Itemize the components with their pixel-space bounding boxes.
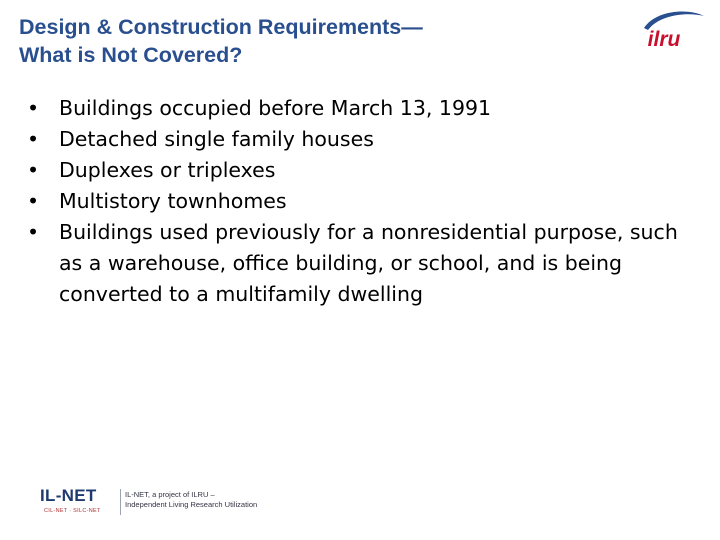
list-item (27, 186, 697, 217)
logo-text: ilru (647, 28, 681, 50)
bullet-text: Buildings occupied before March 13, 1991 (59, 96, 492, 120)
footer-text (125, 490, 257, 510)
bullet-text: Multistory townhomes (59, 189, 287, 213)
title-line-2: What is Not Covered? (19, 43, 243, 67)
slide-title (19, 13, 579, 69)
bullet-dot: • (27, 189, 40, 213)
title-line-1: Design & Construction Requirements— (19, 15, 423, 39)
ilru-logo (636, 6, 710, 50)
bullet-text: Detached single family houses (59, 127, 374, 151)
footer-line-2: Independent Living Research Utilization (125, 500, 258, 509)
footer-mark: IL-NET (40, 486, 97, 505)
bullet-dot: • (27, 158, 40, 182)
bullet-dot: • (27, 127, 40, 151)
list-item (27, 155, 697, 186)
footer-sub: CIL-NET · SILC-NET (44, 508, 101, 514)
list-item (27, 93, 697, 124)
bullet-dot: • (27, 220, 40, 244)
bullet-list (27, 93, 697, 310)
il-net-footer-logo (40, 486, 270, 520)
bullet-text: Duplexes or triplexes (59, 158, 276, 182)
footer-divider (120, 489, 121, 515)
list-item (27, 217, 697, 310)
list-item (27, 124, 697, 155)
bullet-dot: • (27, 96, 40, 120)
bullet-text: Buildings used previously for a nonresidential purpose, such as a warehouse, office building, or school, and is being converted to a multifamily dwelling (59, 220, 678, 306)
footer-line-1: IL-NET, a project of ILRU – (125, 490, 215, 499)
